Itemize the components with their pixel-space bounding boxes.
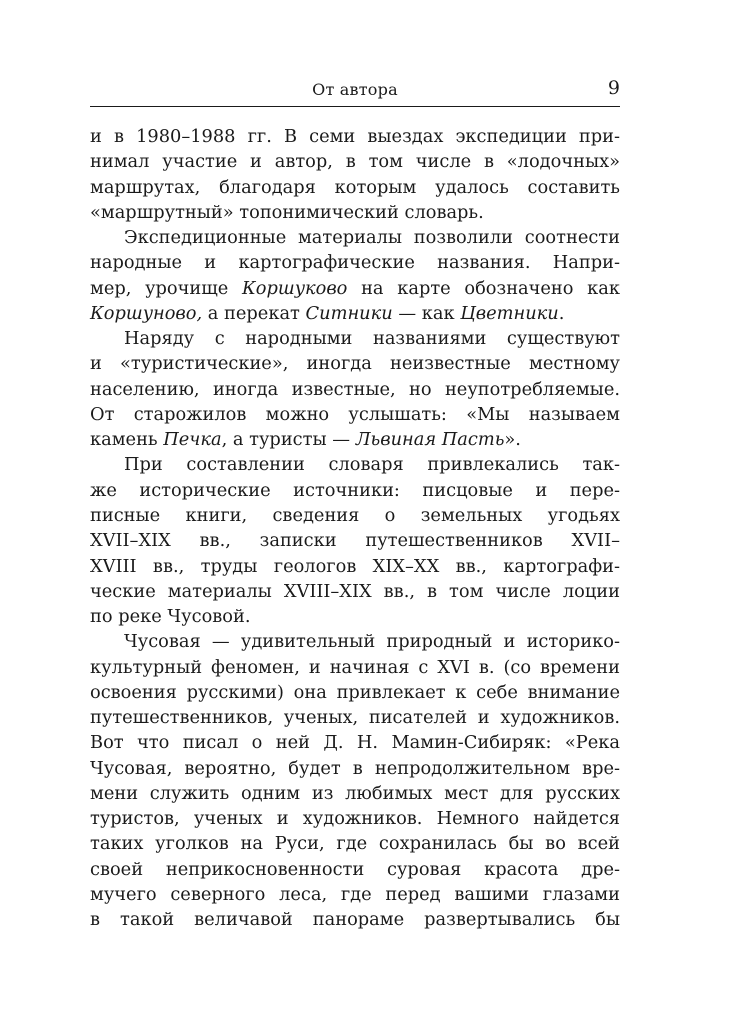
text-line: в такой величавой панораме развертывались бы	[90, 909, 620, 931]
paragraph	[90, 225, 620, 326]
text-line: XVII–XIX вв., записки путешественников XVII–	[90, 530, 620, 552]
italic-term: Коршуново,	[90, 302, 203, 324]
text-line: народные и картографические названия. Напри-	[90, 252, 620, 274]
running-header	[90, 74, 620, 107]
paragraph	[90, 452, 620, 629]
italic-term: Цветники	[460, 302, 559, 324]
text-line: и в 1980–1988 гг. В семи выездах экспедиции при-	[90, 126, 620, 147]
text-line: своей неприкосновенности суровая красота дре-	[90, 858, 620, 880]
text-line: XVIII вв., труды геологов XIX–XX вв., картографи-	[90, 555, 620, 577]
text-line: маршрутах, благодаря которым удалось составить	[90, 176, 620, 198]
text-line: же исторические источники: писцовые и пере-	[90, 479, 620, 501]
text-line: Наряду с народными названиями существуют	[124, 328, 620, 350]
body-text	[90, 124, 620, 933]
italic-term: Львиная Пасть	[355, 429, 505, 451]
text-line: освоения русскими) она привлекает к себе внимание	[90, 681, 620, 703]
italic-term: Печка	[163, 429, 222, 451]
italic-term: Ситники	[305, 302, 393, 324]
paragraph	[90, 124, 620, 225]
text-line: населению, иногда известные, но неупотребляемые.	[90, 378, 620, 400]
running-title: От автора	[312, 80, 398, 99]
text-line: Экспедиционные материалы позволили соотнести	[124, 227, 620, 249]
text-line: туристов, ученых и художников. Немного найдется	[90, 808, 620, 830]
text-line: путешественников, ученых, писателей и художников.	[90, 707, 620, 729]
text-line: мени служить одним из любимых мест для русских	[90, 782, 620, 804]
paragraph	[90, 629, 620, 932]
text-line: При составлении словаря привлекались так-	[124, 454, 620, 476]
paragraph	[90, 326, 620, 452]
text-line: таких уголков на Руси, где сохранилась бы во всей	[90, 833, 620, 855]
book-page	[90, 74, 620, 933]
text-line: писные книги, сведения о земельных угодьях	[90, 504, 620, 526]
text-line: Чусовая — удивительный природный и историко-	[124, 631, 620, 653]
text-line: ческие материалы XVIII–XIX вв., в том числе лоции	[90, 580, 620, 602]
text-line: и «туристические», иногда неизвестные местному	[90, 353, 620, 375]
text-line: мер, урочище Коршуково на карте обозначено как	[90, 277, 621, 299]
text-line: культурный феномен, и начиная с XVI в. (со времени	[90, 656, 620, 678]
text-line: Вот что писал о ней Д. Н. Мамин-Сибиряк: «Река	[90, 732, 620, 754]
text-line: Коршуново, а перекат Ситники — как Цветники.	[90, 302, 565, 324]
text-line: нимал участие и автор, в том числе в «лодочных»	[90, 151, 620, 173]
page-number: 9	[607, 77, 620, 99]
text-line: «маршрутный» топонимический словарь.	[90, 201, 484, 223]
text-line: От старожилов можно услышать: «Мы называем	[90, 403, 620, 425]
text-line: мучего северного леса, где перед вашими глазами	[90, 883, 620, 905]
italic-term: Коршуково	[242, 277, 348, 299]
text-line: камень Печка, а туристы — Львиная Пасть».	[90, 429, 521, 451]
text-line: по реке Чусовой.	[90, 606, 251, 628]
text-line: Чусовая, вероятно, будет в непродолжительном вре-	[90, 757, 620, 779]
